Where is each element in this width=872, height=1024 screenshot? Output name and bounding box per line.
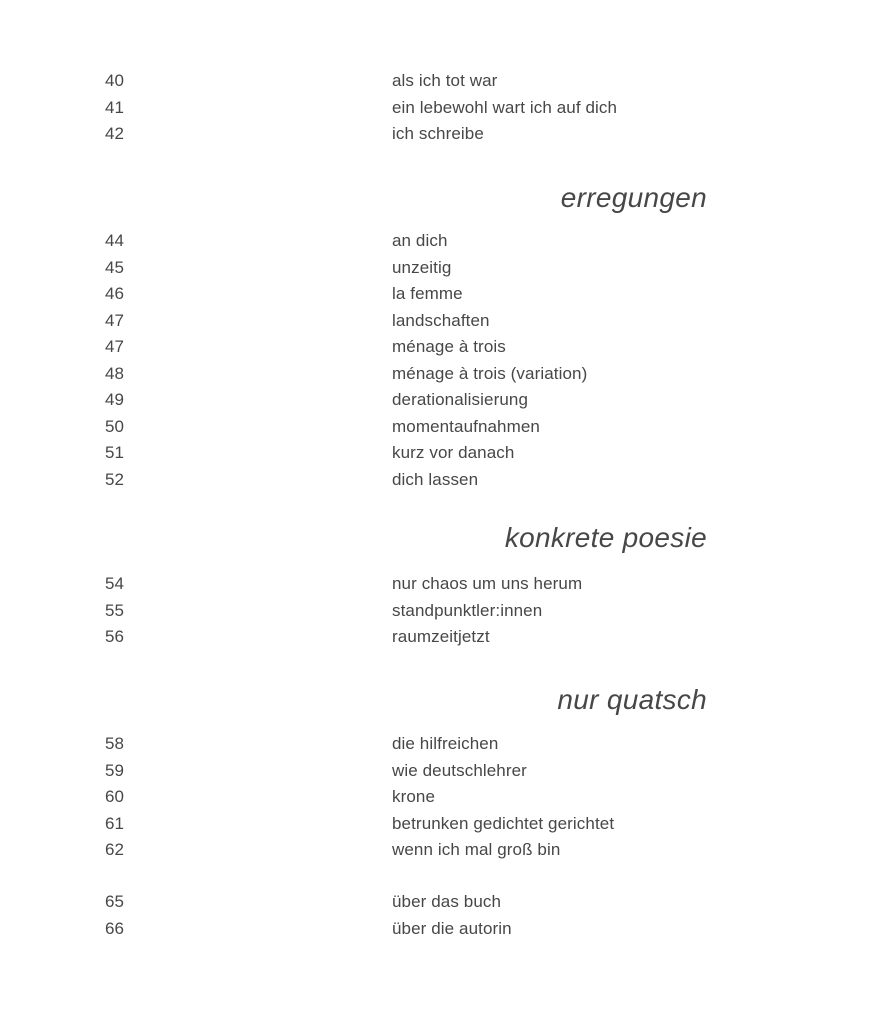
entry-title: über die autorin	[392, 918, 512, 938]
toc-row	[0, 784, 872, 811]
section-header-konkrete-poesie: konkrete poesie	[504, 522, 707, 553]
toc-row	[0, 281, 872, 308]
entry-title: nur chaos um uns herum	[392, 574, 583, 593]
toc-row	[0, 837, 872, 864]
entry-title: unzeitig	[392, 257, 452, 277]
entry-title: ein lebewohl wart ich auf dich	[392, 97, 618, 117]
toc-row	[0, 440, 872, 467]
toc-row	[0, 916, 872, 943]
entry-title: derationalisierung	[392, 390, 528, 409]
entry-title: kurz vor danach	[392, 443, 515, 462]
page-number: 61	[105, 813, 125, 833]
entry-title: ich schreibe	[392, 124, 484, 143]
page-number: 50	[105, 416, 125, 436]
section-header-erregungen: erregungen	[560, 182, 707, 213]
entry-title: la femme	[392, 284, 463, 303]
entry-title: krone	[392, 787, 436, 806]
toc-row	[0, 334, 872, 361]
toc-row	[0, 624, 872, 651]
page-number: 49	[105, 390, 125, 409]
entry-title: über das buch	[392, 892, 502, 911]
toc-row	[0, 811, 872, 838]
toc-row	[0, 228, 872, 255]
section-header-nur-quatsch: nur quatsch	[557, 684, 707, 715]
toc-row	[0, 571, 872, 598]
page-number: 42	[105, 124, 125, 143]
page-number: 58	[105, 734, 125, 753]
entry-title: die hilfreichen	[392, 734, 499, 753]
page-number: 47	[105, 310, 125, 330]
entry-title: momentaufnahmen	[392, 416, 540, 436]
page-number: 52	[105, 469, 125, 489]
entry-title: ménage à trois	[392, 337, 506, 356]
page-number: 41	[105, 97, 125, 117]
entry-title: wie deutschlehrer	[392, 760, 527, 780]
toc-row	[0, 414, 872, 441]
toc-row	[0, 121, 872, 148]
entry-title: wenn ich mal groß bin	[392, 840, 561, 859]
page-number: 62	[105, 840, 125, 859]
entry-title: als ich tot war	[392, 71, 498, 90]
entry-title: landschaften	[392, 310, 490, 330]
toc-row	[0, 361, 872, 388]
page-number: 54	[105, 574, 125, 593]
entry-title: dich lassen	[392, 469, 479, 489]
entry-title: raumzeitjetzt	[392, 627, 490, 646]
page-number: 46	[105, 284, 125, 303]
page-number: 56	[105, 627, 125, 646]
toc-row	[0, 68, 872, 95]
toc-row	[0, 95, 872, 122]
toc-group-nur-quatsch	[0, 731, 872, 864]
page-number: 65	[105, 892, 125, 911]
toc-row	[0, 889, 872, 916]
page-number: 48	[105, 363, 125, 383]
page-number: 51	[105, 443, 125, 462]
page-number: 40	[105, 71, 125, 90]
entry-title: betrunken gedichtet gerichtet	[392, 813, 615, 833]
toc-group-erregungen	[0, 228, 872, 493]
page-number: 45	[105, 257, 125, 277]
entry-title: standpunktler:innen	[392, 600, 543, 620]
toc-row	[0, 758, 872, 785]
toc-group-konkrete-poesie	[0, 571, 872, 651]
toc-group-outro	[0, 889, 872, 942]
page-number: 59	[105, 760, 125, 780]
page-number: 60	[105, 787, 125, 806]
page-number: 44	[105, 231, 125, 250]
toc-row	[0, 308, 872, 335]
page-number: 47	[105, 337, 125, 356]
entry-title: ménage à trois (variation)	[392, 363, 588, 383]
toc-row	[0, 598, 872, 625]
toc-group-intro	[0, 68, 872, 148]
entry-title: an dich	[392, 231, 448, 250]
page-number: 55	[105, 600, 125, 620]
page-number: 66	[105, 918, 125, 938]
toc-row	[0, 387, 872, 414]
toc-row	[0, 467, 872, 494]
toc-row	[0, 255, 872, 282]
toc-row	[0, 731, 872, 758]
